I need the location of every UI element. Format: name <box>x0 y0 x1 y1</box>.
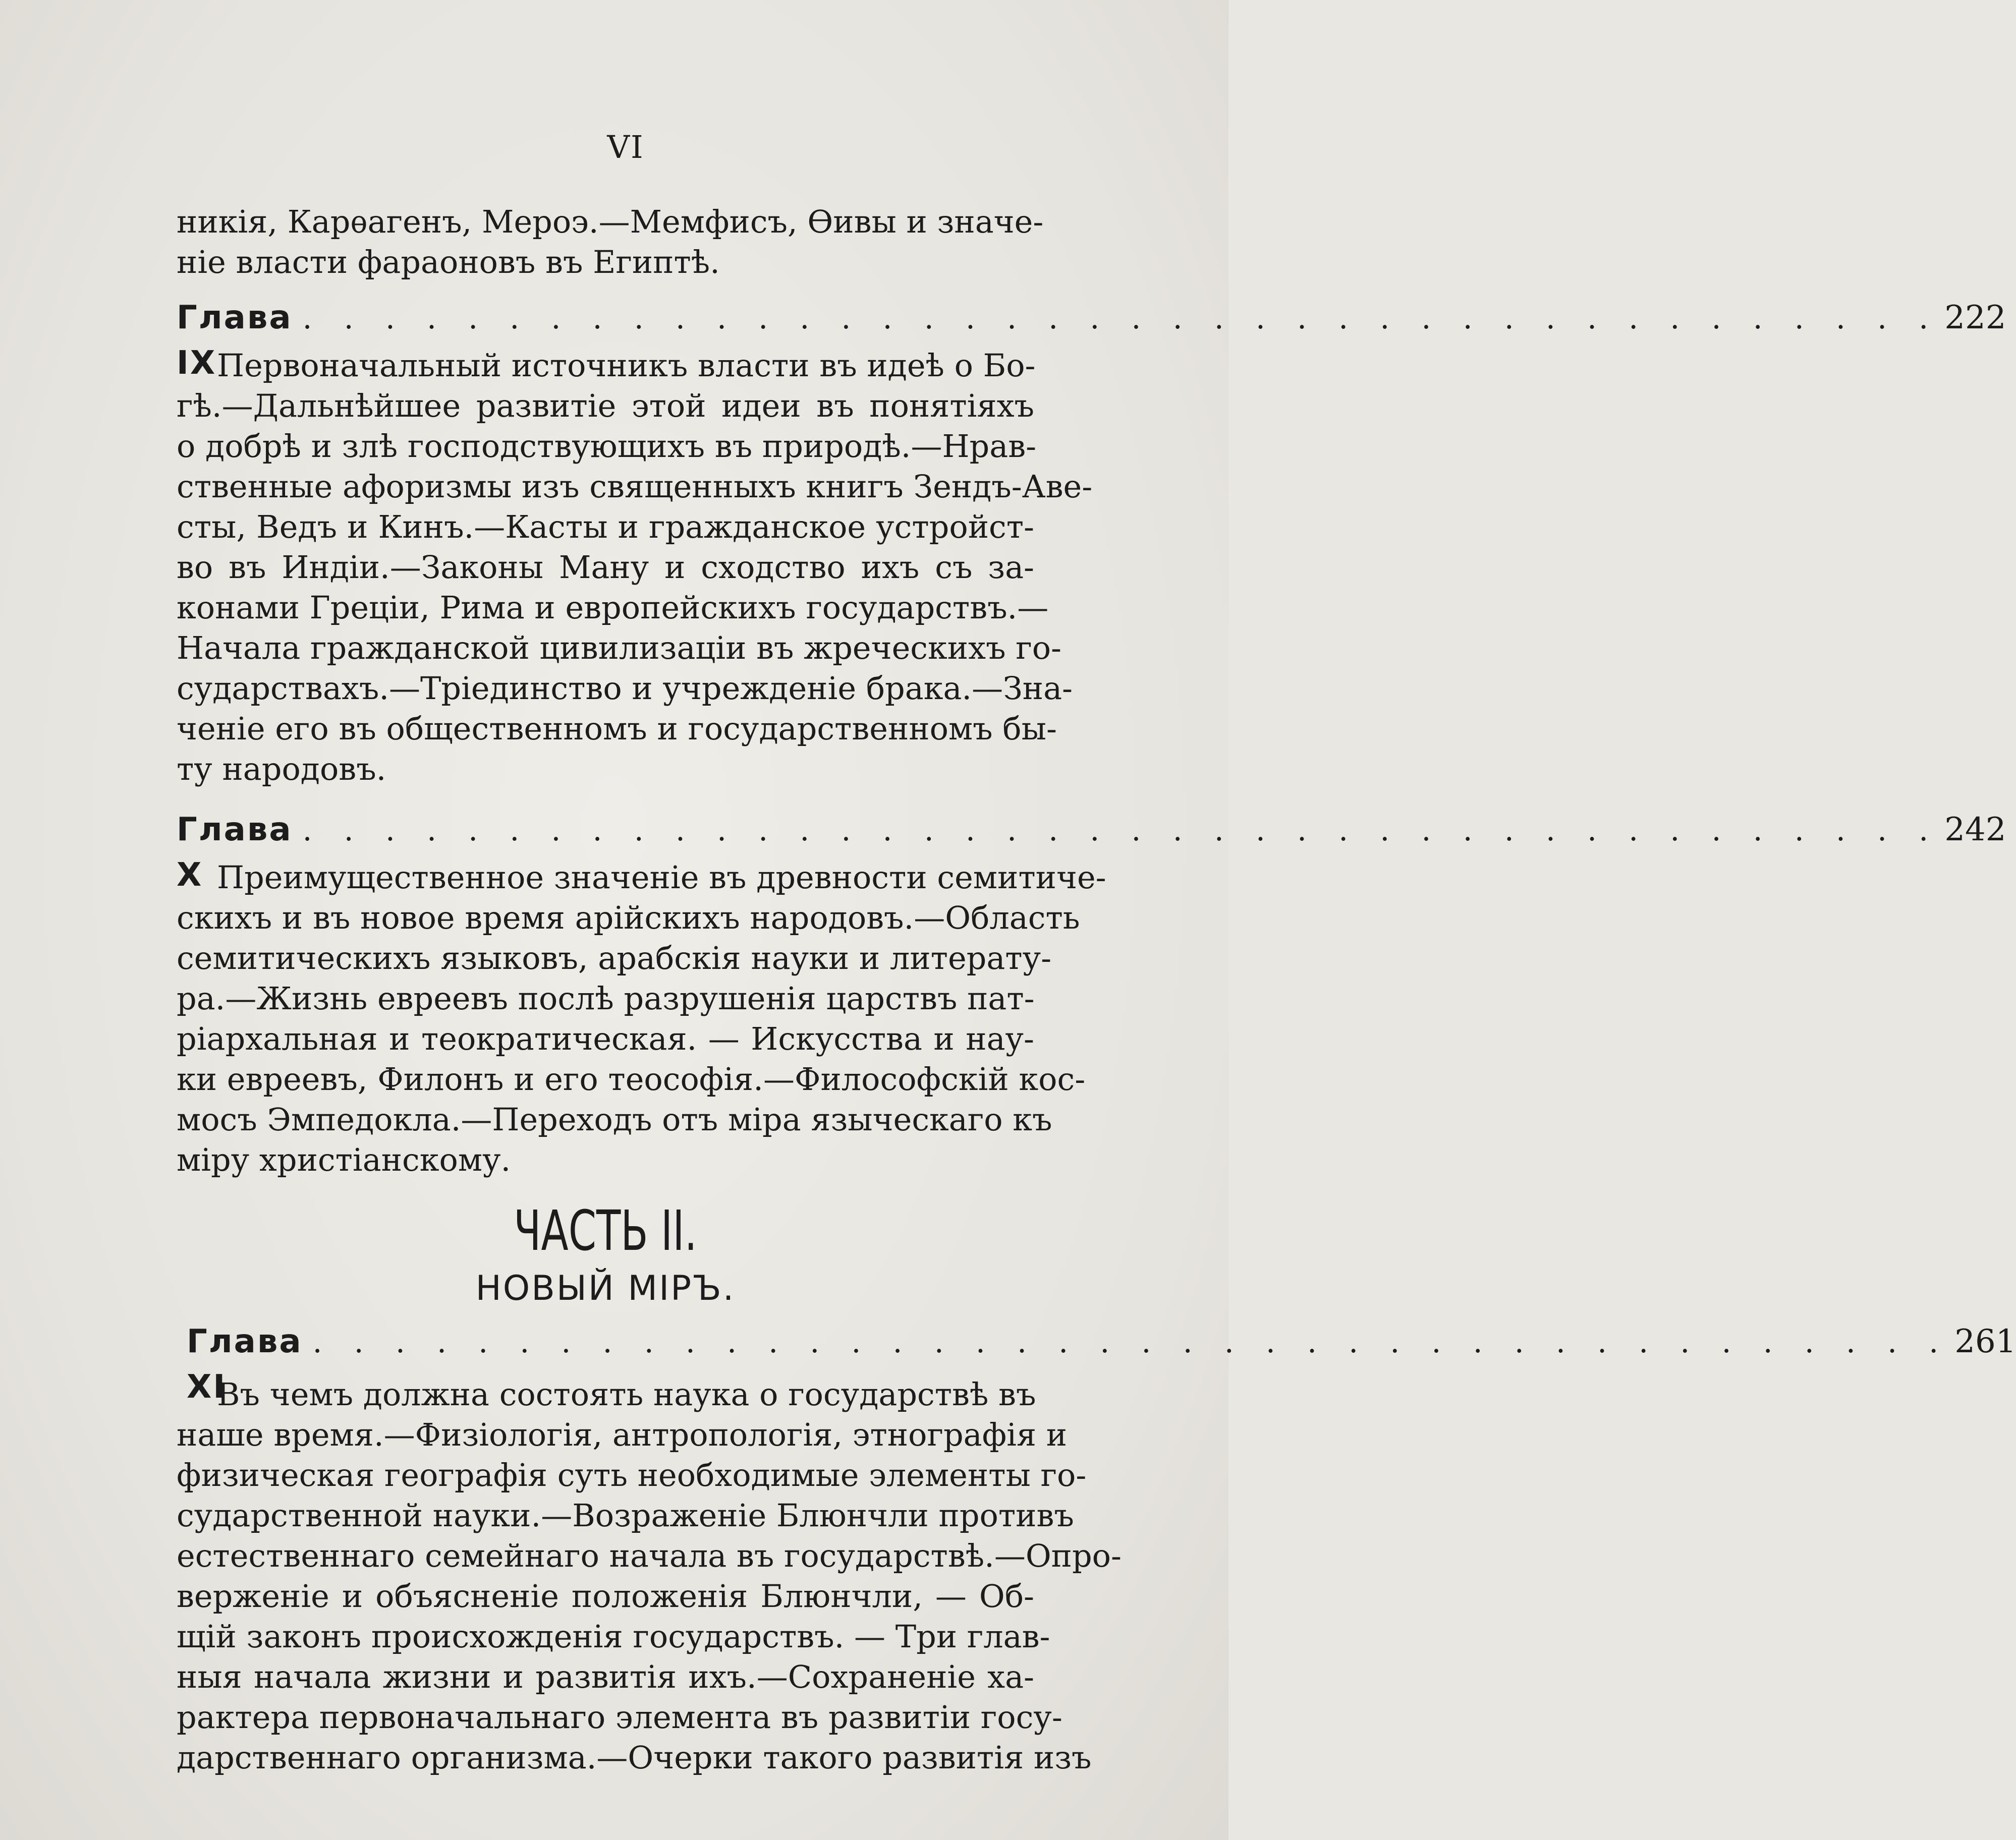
text-line: сударствахъ.—Тріединство и учрежденіе брака.—Зна- <box>177 670 1073 707</box>
leader-dots: . . . . . . . . . . . . . . . . . . . . . . . . . . . . . . . . . . . . . . . . <box>312 1325 1950 1360</box>
text-line: конами Греціи, Рима и европейскихъ государствъ.— <box>177 589 1049 626</box>
leader-dots: . . . . . . . . . . . . . . . . . . . . . . . . . . . . . . . . . . . . . . . . <box>302 813 1940 848</box>
text-line: ки евреевъ, Филонъ и его теософія.—Философскій кос- <box>177 1061 1086 1098</box>
text-line: ніе власти фараоновъ въ Египтѣ. <box>177 244 720 280</box>
part-subtitle: НОВЫЙ МІРЪ. <box>475 1269 736 1308</box>
text-line: Преимущественное значеніе въ древности семитиче- <box>217 859 1106 896</box>
text-line: верженіе и объясненіе положенія Блюнчли, — Об- <box>177 1578 1034 1615</box>
text-line: во въ Индіи.—Законы Ману и сходство ихъ съ за- <box>177 549 1034 586</box>
text-line: сударственной науки.—Возраженіе Блюнчли противъ <box>177 1497 1074 1534</box>
text-line: ріархальная и теократическая. — Искусства и нау- <box>177 1020 1034 1057</box>
text-line: міру христіанскому. <box>177 1141 511 1178</box>
text-line: никія, Карѳагенъ, Мероэ.—Мемфисъ, Ѳивы и значе- <box>177 203 1044 240</box>
part-title: ЧАСТЬ II. <box>514 1198 697 1263</box>
text-line: семитическихъ языковъ, арабскія науки и литерату- <box>177 940 1052 976</box>
text-line: сты, Ведъ и Кинъ.—Касты и гражданское устройст- <box>177 508 1034 545</box>
chapter-page: 242 <box>1944 811 2006 848</box>
text-line: наше время.—Физіологія, антропологія, этнографія и <box>177 1416 1068 1453</box>
text-line: Въ чемъ должна состоять наука о государствѣ въ <box>217 1376 1036 1413</box>
text-line: щій законъ происхожденія государствъ. — Три глав- <box>177 1618 1050 1655</box>
page-number: VI <box>607 129 644 165</box>
text-line: естественнаго семейнаго начала въ государствѣ.—Опро- <box>177 1537 1122 1574</box>
text-line: гѣ.—Дальнѣйшее развитіе этой идеи въ понятіяхъ <box>177 387 1034 424</box>
text-line: физическая географія суть необходимые элементы го- <box>177 1457 1087 1493</box>
chapter-label: Глава X <box>177 811 293 894</box>
text-line: ченіе его въ общественномъ и государственномъ бы- <box>177 710 1057 747</box>
text-line: Начала гражданской цивилизаціи въ жреческихъ го- <box>177 629 1061 666</box>
text-line: ственные афоризмы изъ священныхъ книгъ Зендъ-Аве- <box>177 468 1093 505</box>
text-line: ра.—Жизнь евреевъ послѣ разрушенія царствъ пат- <box>177 980 1035 1017</box>
text-line: рактера первоначальнаго элемента въ развитіи госу- <box>177 1699 1062 1736</box>
text-line: ту народовъ. <box>177 751 386 787</box>
text-line: о добрѣ и злѣ господствующихъ въ природѣ.—Нрав- <box>177 428 1037 465</box>
text-line: дарственнаго организма.—Очерки такого развитія изъ <box>177 1739 1092 1776</box>
chapter-label: Глава IX <box>177 299 293 382</box>
chapter-page: 261 <box>1954 1323 2016 1360</box>
leader-dots: . . . . . . . . . . . . . . . . . . . . . . . . . . . . . . . . . . . . . . . . <box>302 301 1940 336</box>
chapter-label: Глава XI <box>187 1323 303 1406</box>
text-line: ныя начала жизни и развитія ихъ.—Сохраненіе ха- <box>177 1658 1034 1695</box>
chapter-page: 222 <box>1944 299 2006 336</box>
text-line: Первоначальный источникъ власти въ идеѣ о Бо- <box>217 347 1036 384</box>
text-line: скихъ и въ новое время арійскихъ народовъ.—Область <box>177 899 1080 936</box>
text-line: мосъ Эмпедокла.—Переходъ отъ міра языческаго къ <box>177 1101 1052 1138</box>
